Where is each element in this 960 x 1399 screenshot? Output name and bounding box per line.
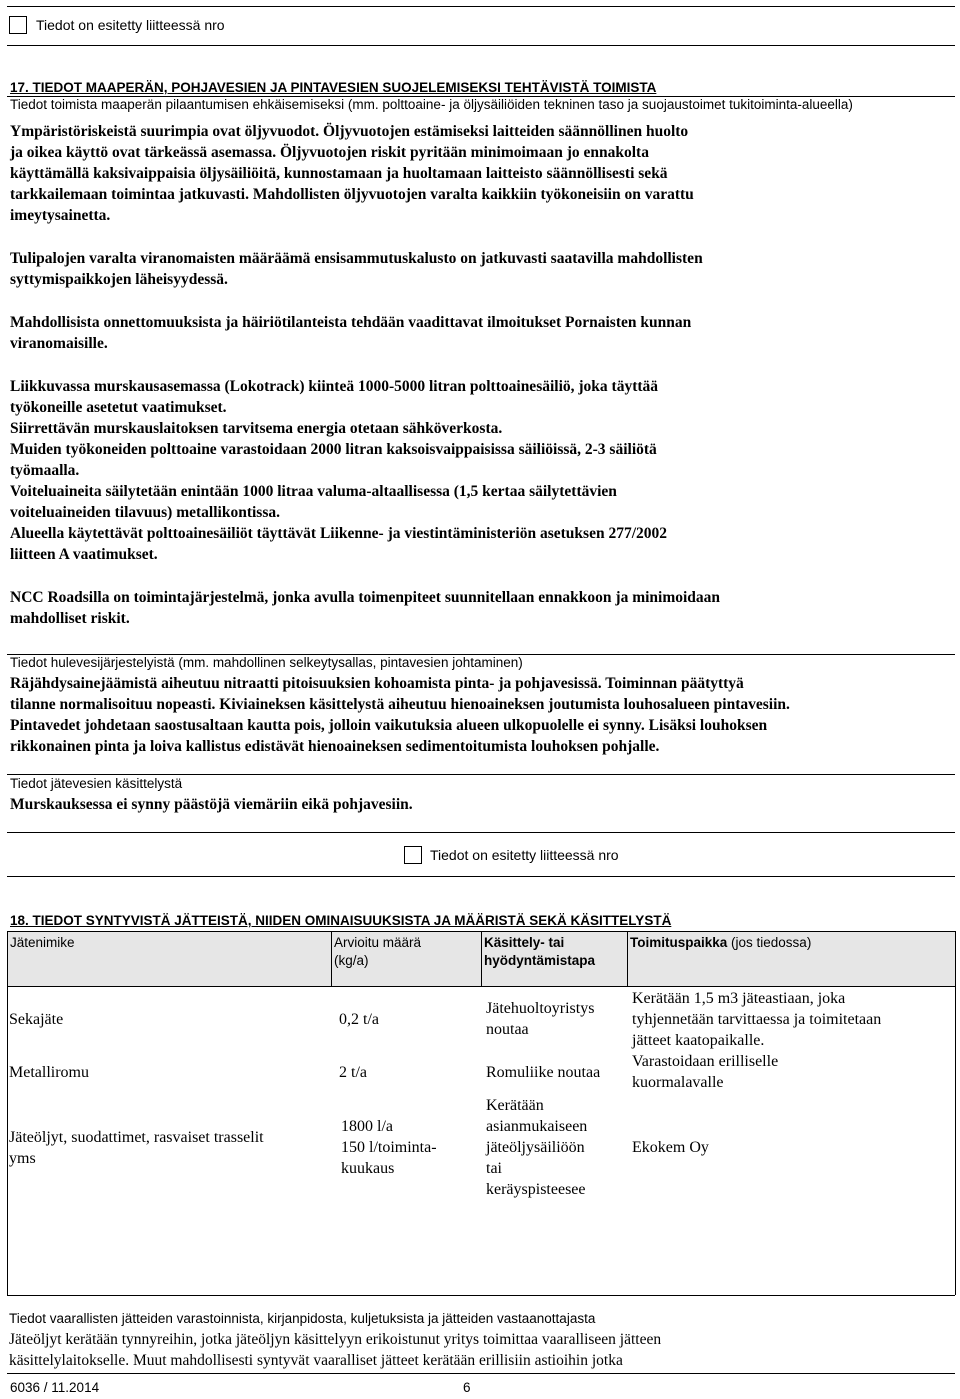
- text-line: Jäteöljyt kerätään tynnyreihin, jotka jäteöljyn käsittelyyn erikoistunut yritys toimittaa vaaralliseen jätteen: [9, 1331, 662, 1348]
- text-line: tilanne normalisoituu nopeasti. Kiviaineksen käsittelystä aiheutuu hienoaineksen joutumista louhosalueen pintavesiin.: [10, 696, 790, 713]
- text-line: NCC Roadsilla on toimintajärjestelmä, jonka avulla toimenpiteet suunnitellaan ennakkoon ja minimoidaan: [10, 589, 721, 606]
- cell-line: jäteöljysäiliöön: [486, 1139, 585, 1156]
- row3-amount: [341, 1116, 437, 1179]
- cell-line: asianmukaiseen: [486, 1118, 588, 1135]
- cell-line: yms: [9, 1150, 36, 1167]
- text-line: tarkkailemaan toimintaa jatkuvasti. Mahdollisten öljyvuotojen varalta kaikkiin työkoneisiin on varattu: [10, 186, 694, 203]
- cell-line: 0,2 t/a: [339, 1011, 379, 1028]
- text-line: Ympäristöriskeistä suurimpia ovat öljyvuodot. Öljyvuotojen estämiseksi laitteiden säännöllinen huolto: [10, 123, 689, 140]
- header-line: hyödyntämistapa: [484, 953, 596, 968]
- cell-line: Ekokem Oy: [632, 1139, 709, 1156]
- row3-name: [9, 1127, 264, 1169]
- cell-line: kuukaus: [341, 1160, 395, 1177]
- stormwater-label: Tiedot hulevesijärjestelyistä (mm. mahdollinen selkeytysallas, pintavesien johtaminen): [10, 655, 523, 670]
- section-17-subtitle: Tiedot toimista maaperän pilaantumisen ehkäisemiseksi (mm. polttoaine- ja öljysäiliöiden tekninen taso ja suojaustoimet tukitoiminta-alueella): [10, 97, 853, 112]
- text-line: Tulipalojen varalta viranomaisten määräämä ensisammutuskalusto on jatkuvasti saatavilla mahdollisten: [10, 250, 703, 267]
- cell-line: 150 l/toiminta-: [341, 1139, 437, 1156]
- text-line: mahdolliset riskit.: [10, 610, 130, 627]
- cell-line: tai: [486, 1160, 502, 1177]
- row2-amount: [339, 1062, 367, 1083]
- text-line: Muiden työkoneiden polttoaine varastoidaan 2000 litran kaksoisvaippaisissa säiliöissä, 2-3 säiliötä: [10, 441, 657, 458]
- cell-line: Kerätään: [486, 1097, 544, 1114]
- header-place: [630, 934, 811, 952]
- cell-line: 2 t/a: [339, 1064, 367, 1081]
- row3-place: [632, 1137, 709, 1158]
- row2-place: [632, 1051, 778, 1093]
- text-line: ja oikea käyttö ovat tärkeässä asemassa. Öljyvuotojen riskit pyritään minimoimaan jo ennakolta: [10, 144, 649, 161]
- waste-table: [7, 931, 955, 1295]
- text-line: imeytysainetta.: [10, 207, 111, 224]
- text-line: Liikkuvassa murskausasemassa (Lokotrack) kiinteä 1000-5000 litran polttoainesäiliö, joka täyttää: [10, 378, 659, 395]
- row1-place: [632, 988, 881, 1051]
- cell-line: Sekajäte: [9, 1011, 64, 1028]
- row1-method: [486, 998, 594, 1040]
- header-waste-name: Jätenimike: [10, 935, 75, 950]
- hazardous-waste-text: [9, 1329, 954, 1371]
- cell-line: tyhjennetään tarvittaessa ja toimitetaan: [632, 1011, 882, 1028]
- text-line: viranomaisille.: [10, 335, 108, 352]
- row3-method: [486, 1095, 587, 1200]
- attachment-label-17: Tiedot on esitetty liitteessä nro: [430, 847, 619, 863]
- header-line: Käsittely- tai: [484, 935, 565, 950]
- text-line: Siirrettävän murskauslaitoksen tarvitsema energia otetaan sähköverkosta.: [10, 420, 503, 437]
- cell-line: noutaa: [486, 1021, 529, 1038]
- text-line: työmaalla.: [10, 462, 80, 479]
- cell-line: Metalliromu: [9, 1064, 89, 1081]
- section-17-body: [10, 121, 950, 629]
- header-place-note: (jos tiedossa): [727, 935, 812, 950]
- header-line: Arvioitu määrä: [334, 935, 422, 950]
- text-line: rikkonainen pinta ja loiva kallistus edistävät hienoaineksen sedimentoitumista louhoksen pohjalle.: [10, 738, 660, 755]
- text-line: Pintavedet johdetaan saostusaltaan kautta pois, jolloin vaikutuksia alueen ulkopuolelle ei synny. Lisäksi louhoksen: [10, 717, 768, 734]
- paragraph-fire: [10, 248, 950, 290]
- wastewater-label: Tiedot jätevesien käsittelystä: [10, 776, 183, 791]
- text-line: Räjähdysainejäämistä aiheutuu nitraatti pitoisuuksien kohoamista pinta- ja pohjavesissä. Toiminnan päätyttyä: [10, 675, 744, 692]
- row2-method: [486, 1062, 600, 1083]
- header-method: [484, 934, 595, 970]
- stormwater-text: [10, 673, 955, 757]
- section-17-title: 17. TIEDOT MAAPERÄN, POHJAVESIEN JA PINTAVESIEN SUOJELEMISEKSI TEHTÄVISTÄ TOIMISTA: [10, 80, 657, 95]
- footer-form-code: 6036 / 11.2014: [10, 1380, 100, 1395]
- cell-line: 1800 l/a: [341, 1118, 393, 1135]
- paragraph-fuel-tanks: [10, 376, 950, 565]
- cell-line: Jäteöljyt, suodattimet, rasvaiset trasselit: [9, 1129, 264, 1146]
- cell-line: keräyspisteesee: [486, 1181, 586, 1198]
- paragraph-notifications: [10, 312, 950, 354]
- attachment-label-top: Tiedot on esitetty liitteessä nro: [36, 17, 225, 33]
- text-line: käyttämällä kaksivaippaisia öljysäiliöitä, kunnostamaan ja huoltamaan laitteisto säännöllisesti sekä: [10, 165, 668, 182]
- cell-line: Kerätään 1,5 m3 jäteastiaan, joka: [632, 990, 846, 1007]
- text-line: Voiteluaineita säilytetään enintään 1000 litraa valuma-altaallisessa (1,5 kertaa säilytettävien: [10, 483, 617, 500]
- section-18-title: 18. TIEDOT SYNTYVISTÄ JÄTTEISTÄ, NIIDEN OMINAISUUKSISTA JA MÄÄRISTÄ SEKÄ KÄSITTELYSTÄ: [10, 913, 672, 928]
- text-line: syttymispaikkojen läheisyydessä.: [10, 271, 228, 288]
- header-place-main: Toimituspaikka: [630, 935, 728, 950]
- text-line: työkoneille asetetut vaatimukset.: [10, 399, 227, 416]
- wastewater-text: Murskauksessa ei synny päästöjä viemäriin eikä pohjavesiin.: [10, 796, 413, 813]
- hazardous-waste-label: Tiedot vaarallisten jätteiden varastoinnista, kirjanpidosta, kuljetuksista ja jätteiden vastaanottajasta: [9, 1311, 596, 1326]
- text-line: Mahdollisista onnettomuuksista ja häiriötilanteista tehdään vaadittavat ilmoitukset Pornaisten kunnan: [10, 314, 692, 331]
- footer-page-number: 6: [463, 1380, 471, 1395]
- cell-line: kuormalavalle: [632, 1074, 724, 1091]
- text-line: liitteen A vaatimukset.: [10, 546, 158, 563]
- attachment-checkbox-17[interactable]: [404, 846, 422, 864]
- attachment-checkbox-top[interactable]: [9, 16, 27, 34]
- cell-line: Romuliike noutaa: [486, 1064, 601, 1081]
- row1-name: [9, 1009, 63, 1030]
- row2-name: [9, 1062, 89, 1083]
- cell-line: Varastoidaan erilliselle: [632, 1053, 779, 1070]
- paragraph-oil-leaks: [10, 121, 950, 226]
- row1-amount: [339, 1009, 379, 1030]
- header-amount: [334, 934, 421, 970]
- text-line: voiteluaineiden tilavuus) metallikontissa.: [10, 504, 280, 521]
- text-line: käsittelylaitokselle. Muut mahdollisesti syntyvät vaaralliset jätteet kerätään erillisiin astioihin jotka: [9, 1352, 623, 1369]
- paragraph-management-system: [10, 587, 950, 629]
- text-line: Alueella käytettävät polttoainesäiliöt täyttävät Liikenne- ja viestintäministeriön asetuksen 277/2002: [10, 525, 667, 542]
- header-line: (kg/a): [334, 953, 369, 968]
- cell-line: Jätehuoltoyristys: [486, 1000, 595, 1017]
- cell-line: jätteet kaatopaikalle.: [632, 1032, 765, 1049]
